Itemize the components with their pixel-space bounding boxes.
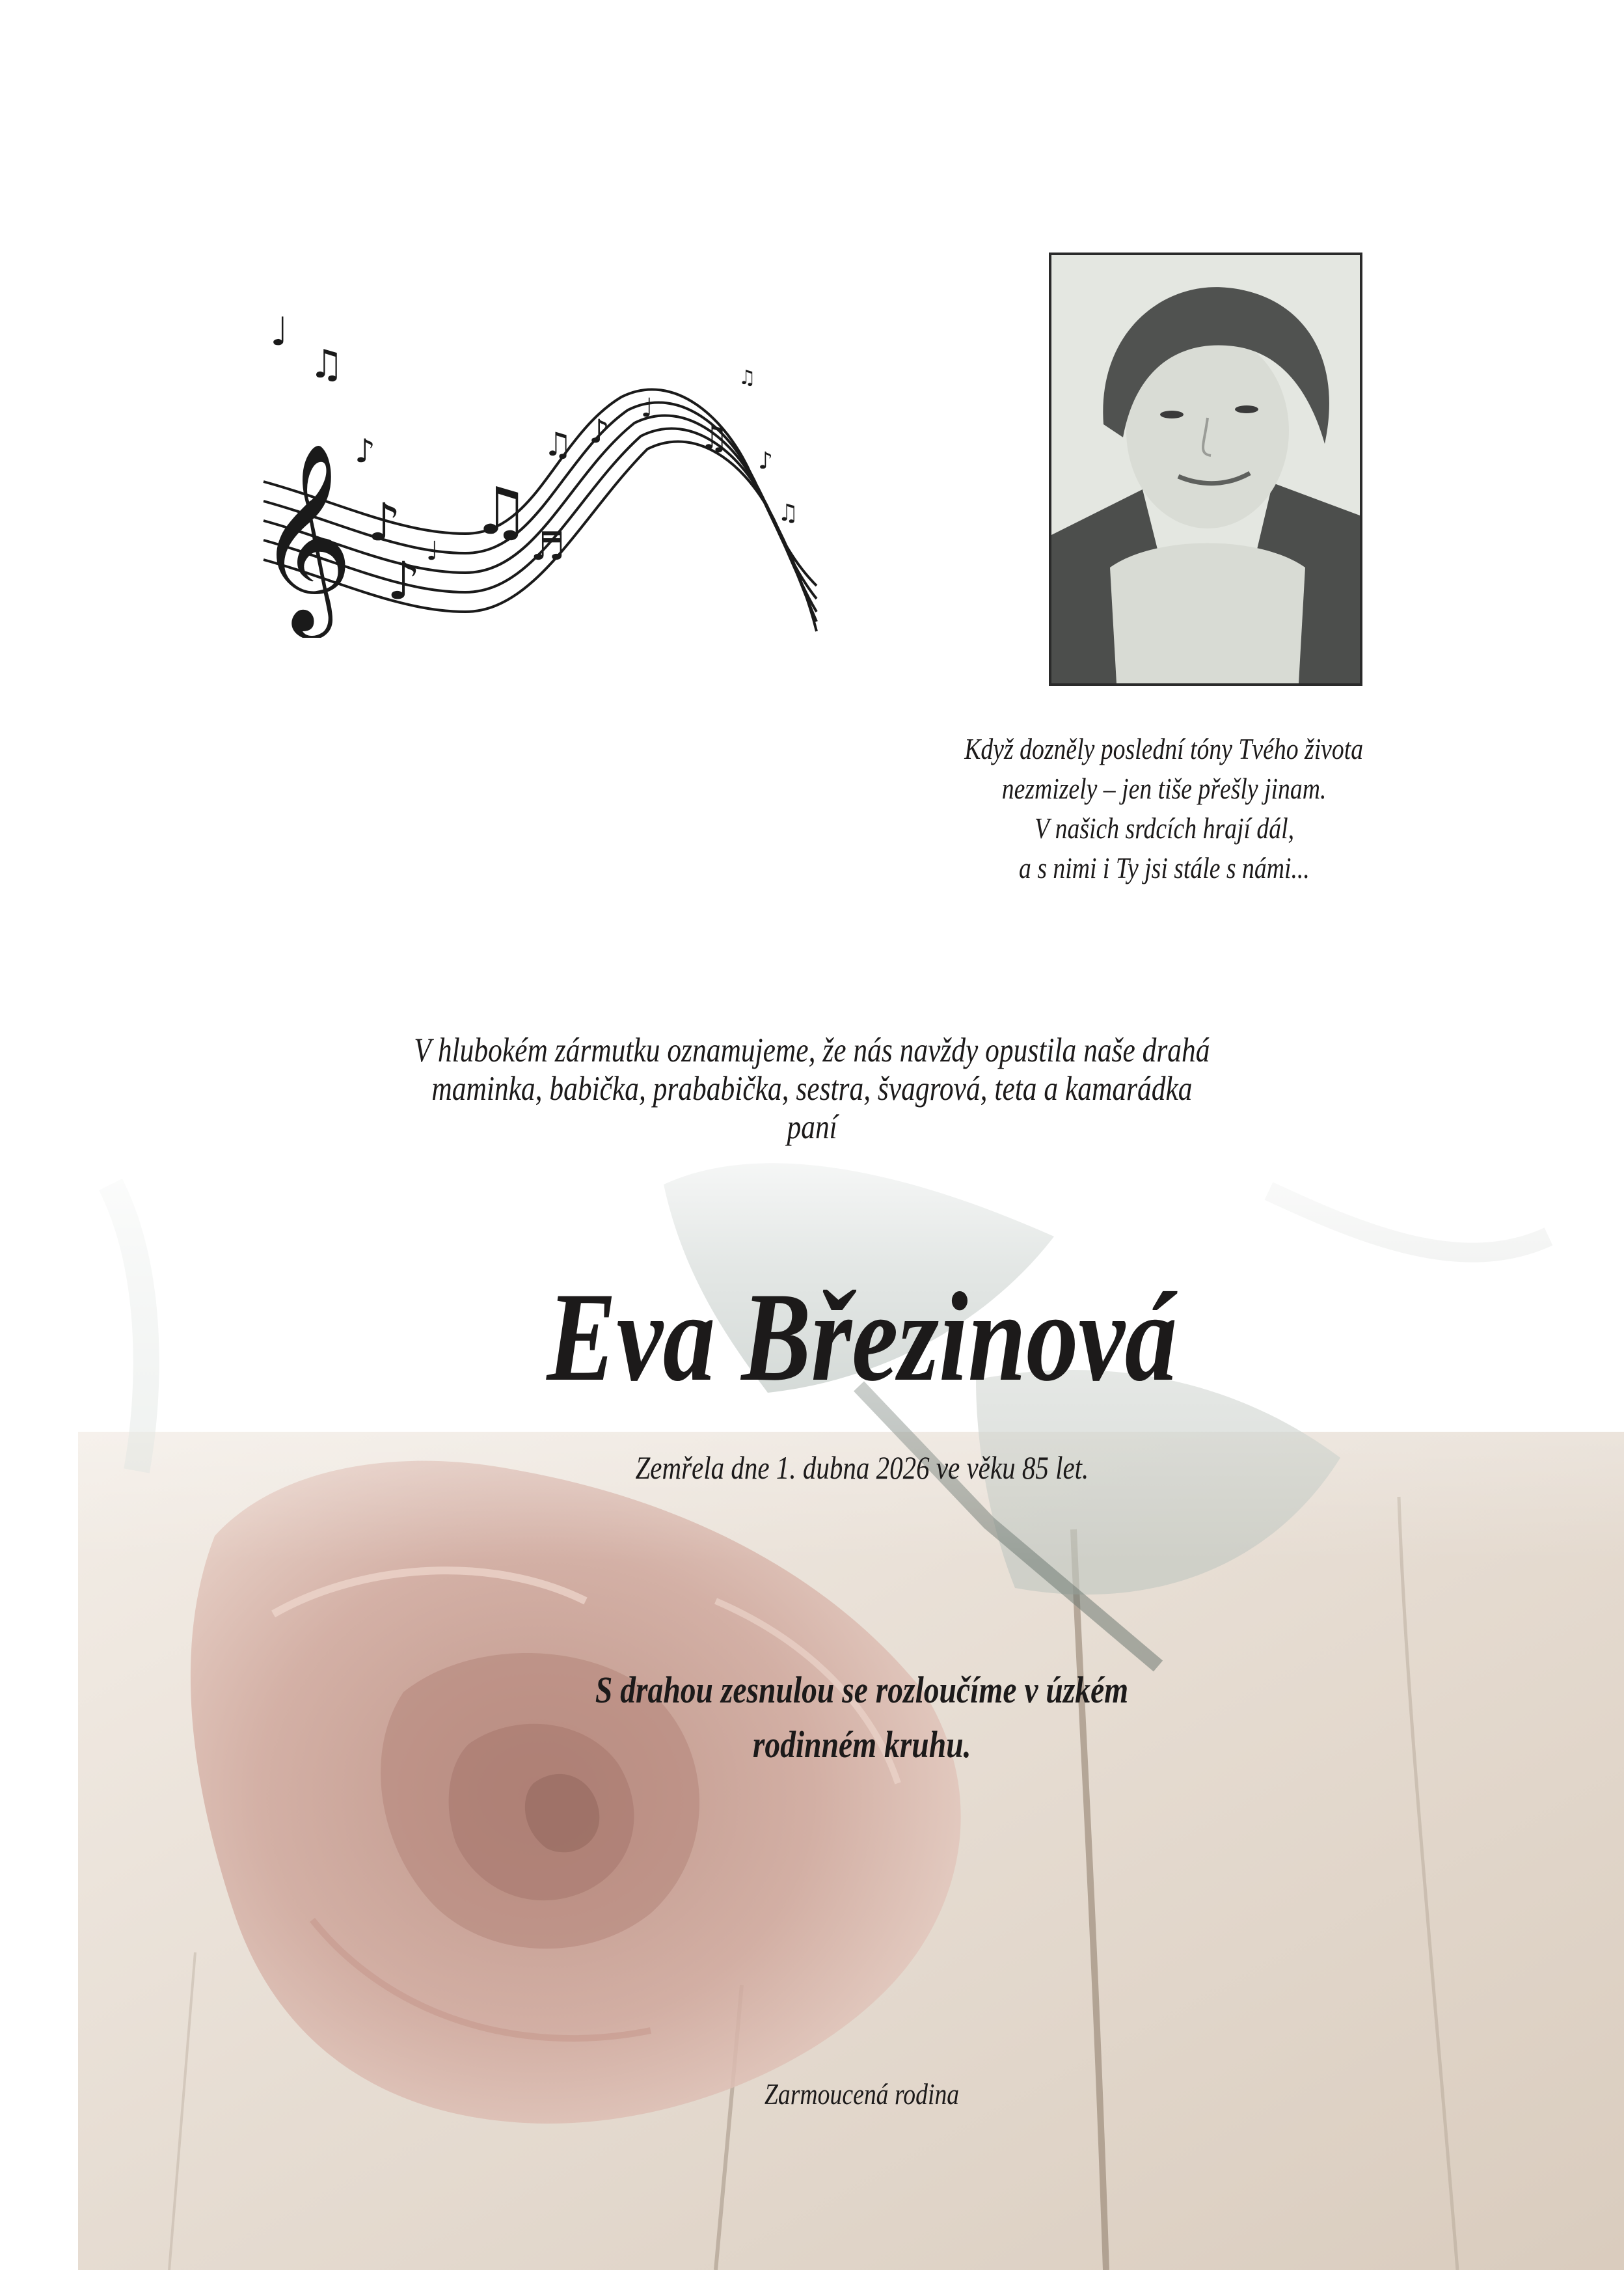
poem (904, 729, 1424, 888)
svg-text:♫: ♫ (472, 473, 530, 549)
death-date-line (342, 1448, 1383, 1487)
svg-text:♩: ♩ (270, 309, 289, 355)
poem-line: nezmizely – jen tiše přešly jinam. (1001, 772, 1327, 805)
svg-text:♩: ♩ (426, 536, 439, 566)
svg-text:♫: ♫ (778, 500, 799, 526)
deceased-name-text: Eva Březinová (547, 1266, 1178, 1408)
svg-text:♬: ♬ (530, 524, 565, 569)
announcement-line: V hlubokém zármutku oznamujeme, že nás navždy opustila naše drahá (414, 1032, 1210, 1069)
svg-text:♫: ♫ (309, 342, 344, 387)
portrait-icon (1051, 255, 1360, 683)
farewell-line: rodinném kruhu. (753, 1723, 971, 1766)
announcement-text (161, 1032, 1463, 1147)
svg-text:♩: ♩ (641, 393, 653, 423)
svg-text:♫: ♫ (738, 366, 756, 389)
announcement-line: maminka, babička, prababička, sestra, švagrová, teta a kamarádka (431, 1070, 1193, 1108)
svg-text:♪: ♪ (758, 448, 773, 474)
svg-text:♫: ♫ (699, 419, 729, 457)
farewell-text (277, 1663, 1448, 1772)
farewell-line: S drahou zesnulou se rozloučíme v úzkém (595, 1669, 1129, 1711)
poem-line: V našich srdcích hrají dál, (1034, 812, 1294, 845)
svg-text:𝄞: 𝄞 (257, 441, 353, 631)
signature (537, 2076, 1187, 2113)
portrait-photo (1049, 253, 1362, 686)
music-notes-icon (257, 286, 830, 638)
svg-text:♪: ♪ (387, 551, 421, 611)
svg-text:♪: ♪ (589, 413, 610, 450)
announcement-line: paní (787, 1108, 837, 1146)
poem-line: a s nimi i Ty jsi stále s námi... (1018, 851, 1310, 884)
svg-text:♫: ♫ (543, 426, 573, 463)
svg-text:♪: ♪ (355, 432, 375, 470)
signature-text: Zarmoucená rodina (765, 2077, 960, 2111)
poem-line: Když dozněly poslední tóny Tvého života (964, 732, 1364, 765)
deceased-name (211, 1266, 1513, 1409)
svg-text:♪: ♪ (368, 492, 401, 553)
death-date-text: Zemřela dne 1. dubna 2026 ve věku 85 let. (635, 1449, 1089, 1486)
